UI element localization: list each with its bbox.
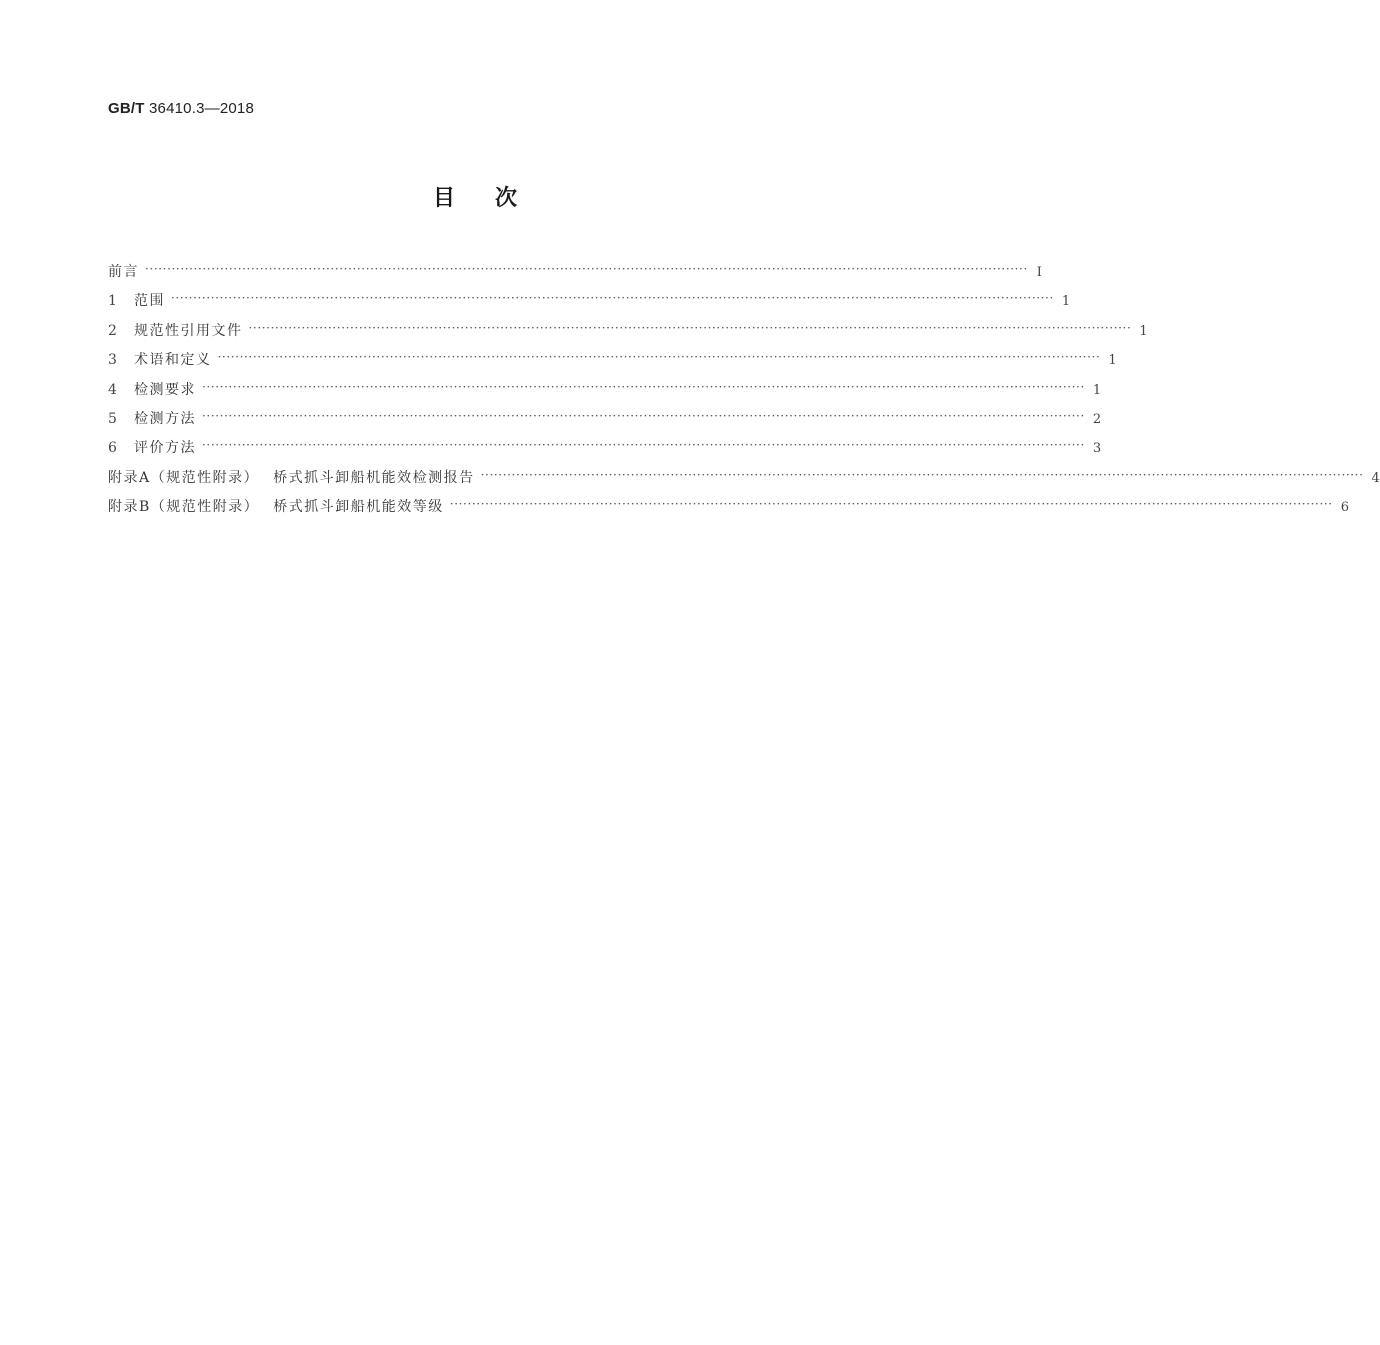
toc-leader-dots: ········································································································································································································	[171, 291, 1054, 306]
toc-entry-page: 2	[1092, 411, 1102, 427]
annex-label: 附录A（规范性附录）	[108, 469, 260, 486]
toc-entry-number: 3	[108, 352, 117, 369]
toc-entry-label: 检测方法	[134, 410, 196, 427]
toc-entry-page: 1	[1139, 323, 1148, 339]
toc-entry-page: 1	[1061, 294, 1071, 310]
toc-entry-label: 前言	[108, 264, 139, 280]
annex-title: 桥式抓斗卸船机能效检测报告	[273, 469, 475, 486]
toc-entry-scope[interactable]	[108, 287, 1071, 316]
toc-leader-dots: ········································································································································································································	[202, 408, 1085, 423]
toc-entry-page: 1	[1108, 353, 1117, 369]
toc-entry-normative-references[interactable]	[108, 317, 1148, 346]
toc-entry-label: 评价方法	[134, 440, 196, 457]
toc-entry-annex-b[interactable]	[108, 493, 1349, 522]
toc-entry-evaluation-methods[interactable]	[108, 434, 1102, 463]
toc-entry-label: 检测要求	[134, 381, 196, 398]
toc-entry-number: 6	[108, 440, 117, 457]
toc-entry-number: 5	[108, 410, 117, 427]
table-of-contents	[108, 258, 1380, 523]
toc-entry-annex-a[interactable]	[108, 464, 1380, 493]
toc-entry-testing-requirements[interactable]	[108, 376, 1102, 405]
toc-entry-page: Ⅰ	[1036, 265, 1042, 280]
toc-leader-dots: ········································································································································································································	[449, 497, 1333, 512]
toc-entry-label: 规范性引用文件	[134, 322, 243, 339]
toc-entry-label: 范围	[134, 293, 165, 310]
toc-entry-label: 术语和定义	[134, 352, 212, 369]
standard-number: 36410.3—2018	[149, 100, 255, 117]
toc-leader-dots: ········································································································································································································	[217, 350, 1101, 365]
toc-entry-label	[108, 493, 450, 522]
toc-leader-dots: ········································································································································································································	[480, 467, 1364, 482]
toc-leader-dots: ········································································································································································································	[145, 262, 1028, 276]
toc-entry-label	[108, 464, 481, 493]
annex-label: 附录B（规范性附录）	[108, 499, 260, 516]
title-char-1: 目	[432, 186, 495, 211]
standard-prefix: GB/T	[108, 100, 145, 117]
toc-leader-dots: ········································································································································································································	[248, 320, 1132, 335]
annex-title: 桥式抓斗卸船机能效等级	[273, 499, 444, 516]
toc-entry-number: 4	[108, 381, 117, 398]
toc-entry-number: 2	[108, 322, 117, 339]
toc-entry-page: 6	[1340, 500, 1349, 516]
toc-leader-dots: ········································································································································································································	[202, 379, 1085, 394]
toc-entry-page: 3	[1092, 441, 1102, 457]
toc-entry-terms-definitions[interactable]	[108, 346, 1117, 375]
toc-entry-number: 1	[108, 293, 117, 310]
page-title	[0, 181, 950, 212]
toc-entry-foreword[interactable]	[108, 258, 1042, 287]
toc-entry-testing-methods[interactable]	[108, 405, 1102, 434]
toc-entry-page: 4	[1371, 470, 1380, 486]
toc-leader-dots: ········································································································································································································	[202, 438, 1085, 453]
title-char-2: 次	[495, 186, 558, 211]
toc-entry-page: 1	[1092, 382, 1102, 398]
standard-code	[108, 100, 254, 117]
